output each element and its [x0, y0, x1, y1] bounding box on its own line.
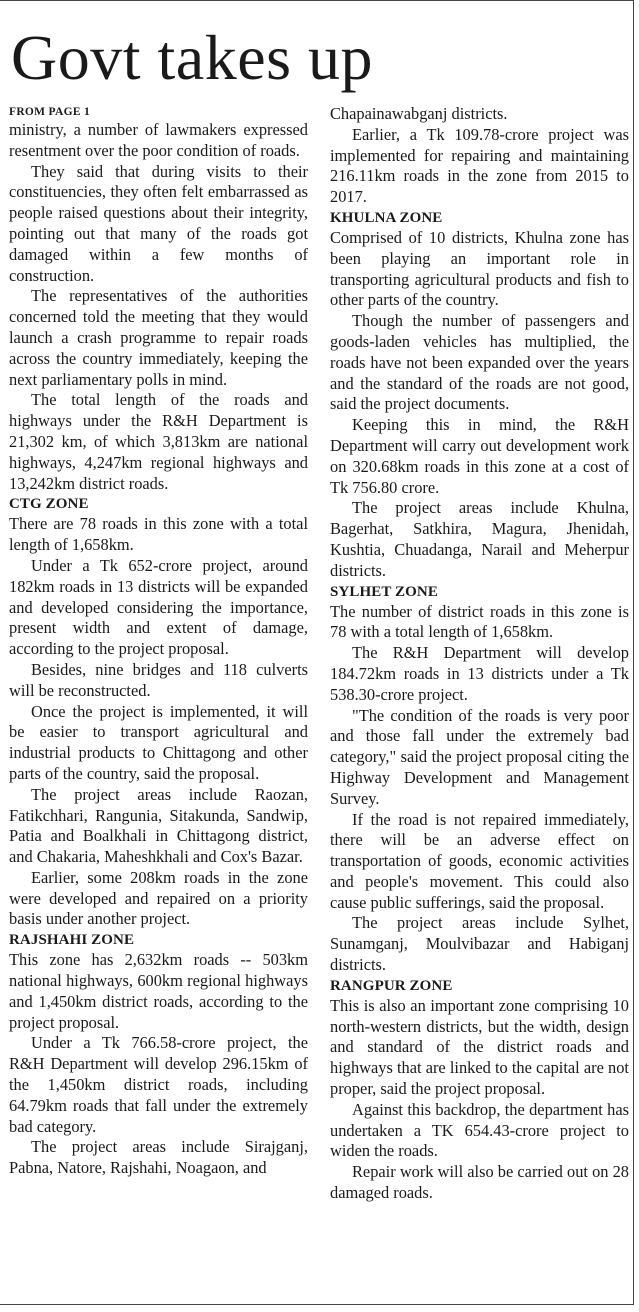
section-subhead: CTG ZONE: [9, 496, 89, 513]
paragraph: Keeping this in mind, the R&H Department will carry out development work on 320.68km roads in this zone at a cost of Tk 756.80 crore.: [330, 415, 629, 497]
paragraph: The number of district roads in this zone is 78 with a total length of 1,658km.: [330, 601, 629, 642]
paragraph: The representatives of the authorities concerned told the meeting that they would launch a crash programme to repair roads across the country immediately, keeping the next parliamentary polls in mind.: [9, 286, 308, 389]
right-column: [330, 104, 629, 1204]
kicker: FROM PAGE 1: [9, 106, 91, 118]
paragraph: There are 78 roads in this zone with a total length of 1,658km.: [9, 514, 308, 555]
paragraph: This zone has 2,632km roads -- 503km national highways, 600km regional highways and 1,450km district roads, according to the project proposal.: [9, 950, 308, 1032]
paragraph: The project areas include Sylhet, Sunamganj, Moulvibazar and Habiganj districts.: [330, 913, 629, 975]
paragraph: They said that during visits to their constituencies, they often felt embarrassed as people raised questions about their integrity, pointing out that many of the roads got damaged within a few months of construction.: [9, 161, 308, 285]
headline: Govt takes up: [11, 22, 373, 93]
paragraph: Under a Tk 766.58-crore project, the R&H Department will develop 296.15km of the 1,450km district roads, including 64.79km roads that fall under the extremely bad category.: [9, 1033, 308, 1136]
paragraph: ministry, a number of lawmakers expressed resentment over the poor condition of roads.: [9, 120, 308, 160]
paragraph: Comprised of 10 districts, Khulna zone has been playing an important role in transporting agricultural products and fish to other parts of the country.: [330, 227, 629, 310]
left-column-body: [9, 120, 308, 1179]
right-column-body: [330, 104, 629, 1204]
paragraph: The project areas include Khulna, Bagerhat, Satkhira, Magura, Jhenidah, Kushtia, Chuadanga, Narail and Meherpur districts.: [330, 498, 629, 580]
paragraph: Against this backdrop, the department has undertaken a TK 654.43-crore project to widen the roads.: [330, 1099, 629, 1161]
paragraph: This is also an important zone comprising 10 north-western districts, but the width, design and standard of the district roads and highways that are linked to the capital are not proper, said the project proposal.: [330, 995, 629, 1099]
section-subhead: SYLHET ZONE: [330, 583, 438, 600]
paragraph: Once the project is implemented, it will be easier to transport agricultural and industrial products to Chittagong and other parts of the country, said the proposal.: [9, 701, 308, 783]
paragraph: Besides, nine bridges and 118 culverts will be reconstructed.: [9, 659, 308, 700]
paragraph: Earlier, a Tk 109.78-crore project was implemented for repairing and maintaining 216.11km roads in the zone from 2015 to 2017.: [330, 124, 629, 207]
left-column: [9, 104, 308, 1179]
section-subhead: RANGPUR ZONE: [330, 977, 453, 994]
paragraph: Chapainawabganj districts.: [330, 104, 508, 123]
paragraph: If the road is not repaired immediately, there will be an adverse effect on transportation of goods, economic activities and people's movement. This could also cause public sufferings, said the proposal.: [330, 809, 629, 912]
paragraph: The total length of the roads and highways under the R&H Department is 21,302 km, of which 3,813km are national highways, 4,247km regional highways and 13,242km district roads.: [9, 390, 308, 493]
paragraph: Under a Tk 652-crore project, around 182km roads in 13 districts will be expanded and developed considering the importance, present width and extent of damage, according to the project proposal.: [9, 555, 308, 659]
paragraph: Though the number of passengers and goods-laden vehicles has multiplied, the roads have not been expanded over the years and the standard of the roads are not good, said the project documents.: [330, 311, 629, 414]
paragraph: The R&H Department will develop 184.72km roads in 13 districts under a Tk 538.30-crore project.: [330, 643, 629, 704]
paragraph: The project areas include Sirajganj, Pabna, Natore, Rajshahi, Noagaon, and: [9, 1137, 308, 1178]
paragraph: "The condition of the roads is very poor and those fall under the extremely bad category," said the project proposal citing the Highway Development and Management Survey.: [330, 705, 629, 808]
section-subhead: KHULNA ZONE: [330, 209, 443, 226]
section-subhead: RAJSHAHI ZONE: [9, 932, 135, 949]
paragraph: The project areas include Raozan, Fatikchhari, Rangunia, Sitakunda, Sandwip, Patia and Boalkhali in Chittagong district, and Chakaria, Maheshkhali and Cox's Bazar.: [9, 784, 308, 867]
paragraph: Earlier, some 208km roads in the zone were developed and repaired on a priority basis under another project.: [9, 867, 308, 929]
paragraph: Repair work will also be carried out on 28 damaged roads.: [330, 1162, 629, 1203]
